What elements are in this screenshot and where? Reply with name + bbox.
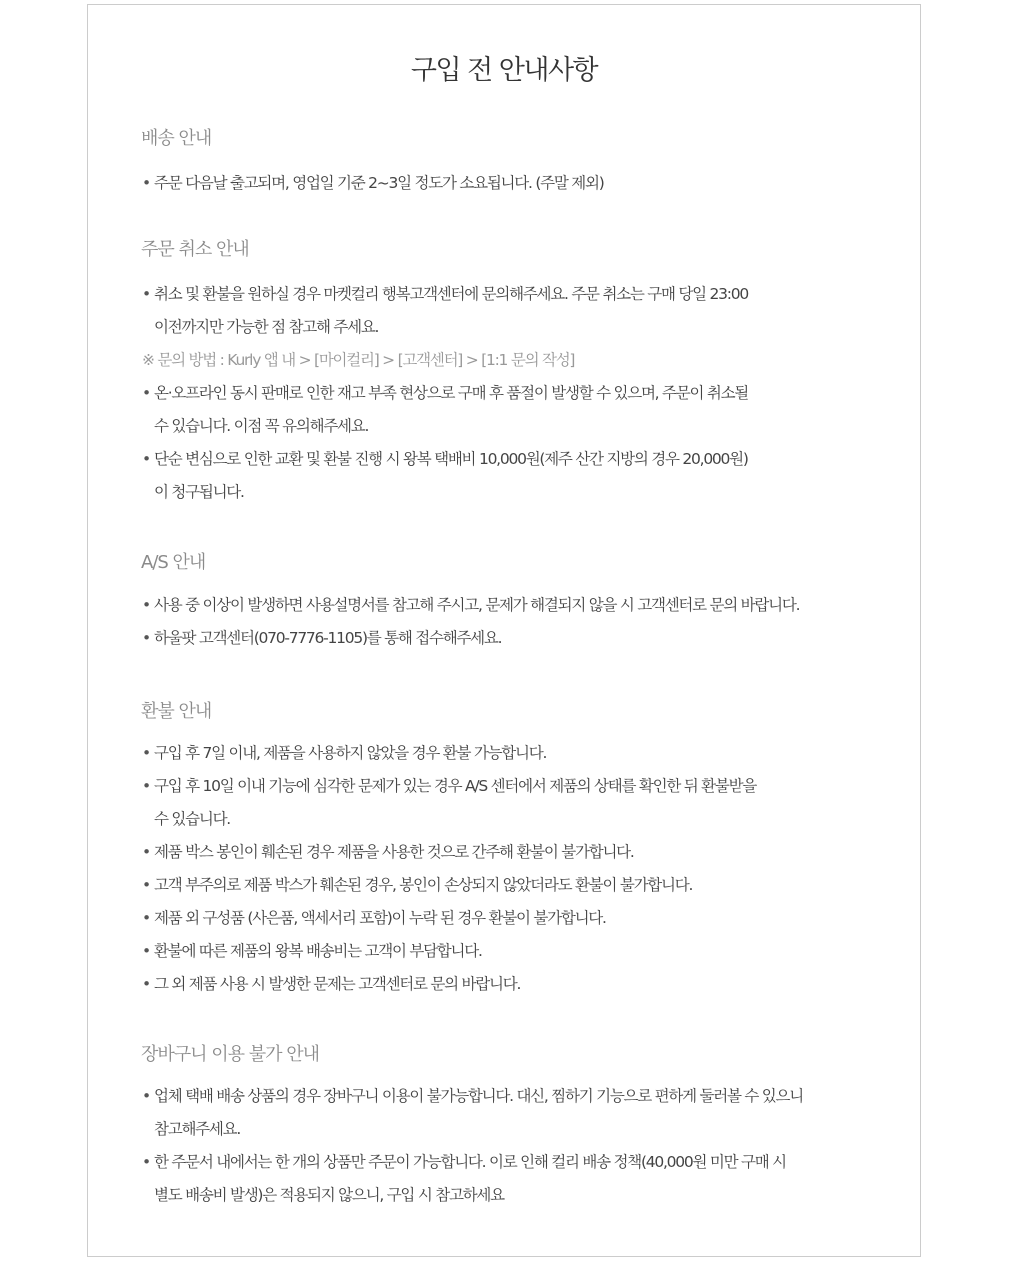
refund-item-2-line1: 구입 후 10일 이내 기능에 심각한 문제가 있는 경우 A/S 센터에서 제품의 상태를 확인한 뒤 환불받을 [154,777,757,795]
bullet: • [142,384,150,402]
notice-panel [87,4,921,1257]
refund-item-5 [142,902,606,935]
refund-item-3 [142,836,634,869]
refund-item-2 [142,770,756,836]
refund-item-1 [142,737,546,770]
refund-item-4 [142,869,692,902]
as-item-2-text: 하울팟 고객센터(070-7776-1105)를 통해 접수해주세요. [154,629,502,647]
cancel-item-1 [142,278,748,344]
refund-heading: 환불 안내 [141,701,212,722]
refund-item-2-line2: 수 있습니다. [154,810,230,828]
cancel-heading: 주문 취소 안내 [141,239,249,260]
bullet: • [142,744,150,762]
bullet: • [142,596,150,614]
bullet: • [142,285,150,303]
as-item-2 [142,622,501,655]
delivery-item-text: 주문 다음날 출고되며, 영업일 기준 2~3일 정도가 소요됩니다. (주말 제외) [154,174,604,192]
bullet: • [142,450,150,468]
cancel-item-2-line2: 수 있습니다. 이점 꼭 유의해주세요. [154,417,369,435]
refund-item-3-text: 제품 박스 봉인이 훼손된 경우 제품을 사용한 것으로 간주해 환불이 불가합니다. [154,843,634,861]
as-heading: A/S 안내 [141,552,206,573]
bullet: • [142,843,150,861]
delivery-item [142,167,604,200]
cart-item-1-line1: 업체 택배 배송 상품의 경우 장바구니 이용이 불가능합니다. 대신, 찜하기 기능으로 편하게 둘러볼 수 있으니 [154,1087,803,1105]
refund-item-5-text: 제품 외 구성품 (사은품, 액세서리 포함)이 누락 된 경우 환불이 불가합니다. [154,909,606,927]
cancel-item-3-line1: 단순 변심으로 인한 교환 및 환불 진행 시 왕복 택배비 10,000원(제주 산간 지방의 경우 20,000원) [154,450,748,468]
cancel-item-2-line1: 온·오프라인 동시 판매로 인한 재고 부족 현상으로 구매 후 품절이 발생할 수 있으며, 주문이 취소될 [154,384,749,402]
cancel-item-3-line2: 이 청구됩니다. [154,483,244,501]
bullet: • [142,1087,150,1105]
as-item-1-text: 사용 중 이상이 발생하면 사용설명서를 참고해 주시고, 문제가 해결되지 않을 시 고객센터로 문의 바랍니다. [154,596,800,614]
bullet: • [142,1153,150,1171]
page-title: 구입 전 안내사항 [410,55,598,86]
refund-item-7 [142,968,520,1001]
delivery-heading: 배송 안내 [141,128,212,149]
bullet: • [142,629,150,647]
refund-item-1-text: 구입 후 7일 이내, 제품을 사용하지 않았을 경우 환불 가능합니다. [154,744,547,762]
bullet: • [142,909,150,927]
refund-item-7-text: 그 외 제품 사용 시 발생한 문제는 고객센터로 문의 바랍니다. [154,975,521,993]
cancel-item-1-line1: 취소 및 환불을 원하실 경우 마켓컬리 행복고객센터에 문의해주세요. 주문 취소는 구매 당일 23:00 [154,285,748,303]
refund-item-6 [142,935,482,968]
as-item-1 [142,589,799,622]
cancel-item-2 [142,377,748,443]
bullet: • [142,942,150,960]
bullet: • [142,975,150,993]
cart-item-2-line1: 한 주문서 내에서는 한 개의 상품만 주문이 가능합니다. 이로 인해 컬리 배송 정책(40,000원 미만 구매 시 [154,1153,786,1171]
cart-item-2-line2: 별도 배송비 발생)은 적용되지 않으니, 구입 시 참고하세요 [154,1186,504,1204]
cart-item-1-line2: 참고해주세요. [154,1120,241,1138]
cart-item-2 [142,1146,786,1212]
bullet: • [142,876,150,894]
refund-item-6-text: 환불에 따른 제품의 왕복 배송비는 고객이 부담합니다. [154,942,482,960]
cart-heading: 장바구니 이용 불가 안내 [141,1044,320,1065]
cancel-item-3 [142,443,748,509]
cart-item-1 [142,1080,803,1146]
refund-item-4-text: 고객 부주의로 제품 박스가 훼손된 경우, 봉인이 손상되지 않았더라도 환불이 불가합니다. [154,876,693,894]
bullet: • [142,777,150,795]
cancel-inquiry-note: ※ 문의 방법 : Kurly 앱 내 > [마이컬리] > [고객센터] > [1:1 문의 작성] [142,351,575,369]
bullet: • [142,174,150,192]
cancel-item-1-line2: 이전까지만 가능한 점 참고해 주세요. [154,318,379,336]
